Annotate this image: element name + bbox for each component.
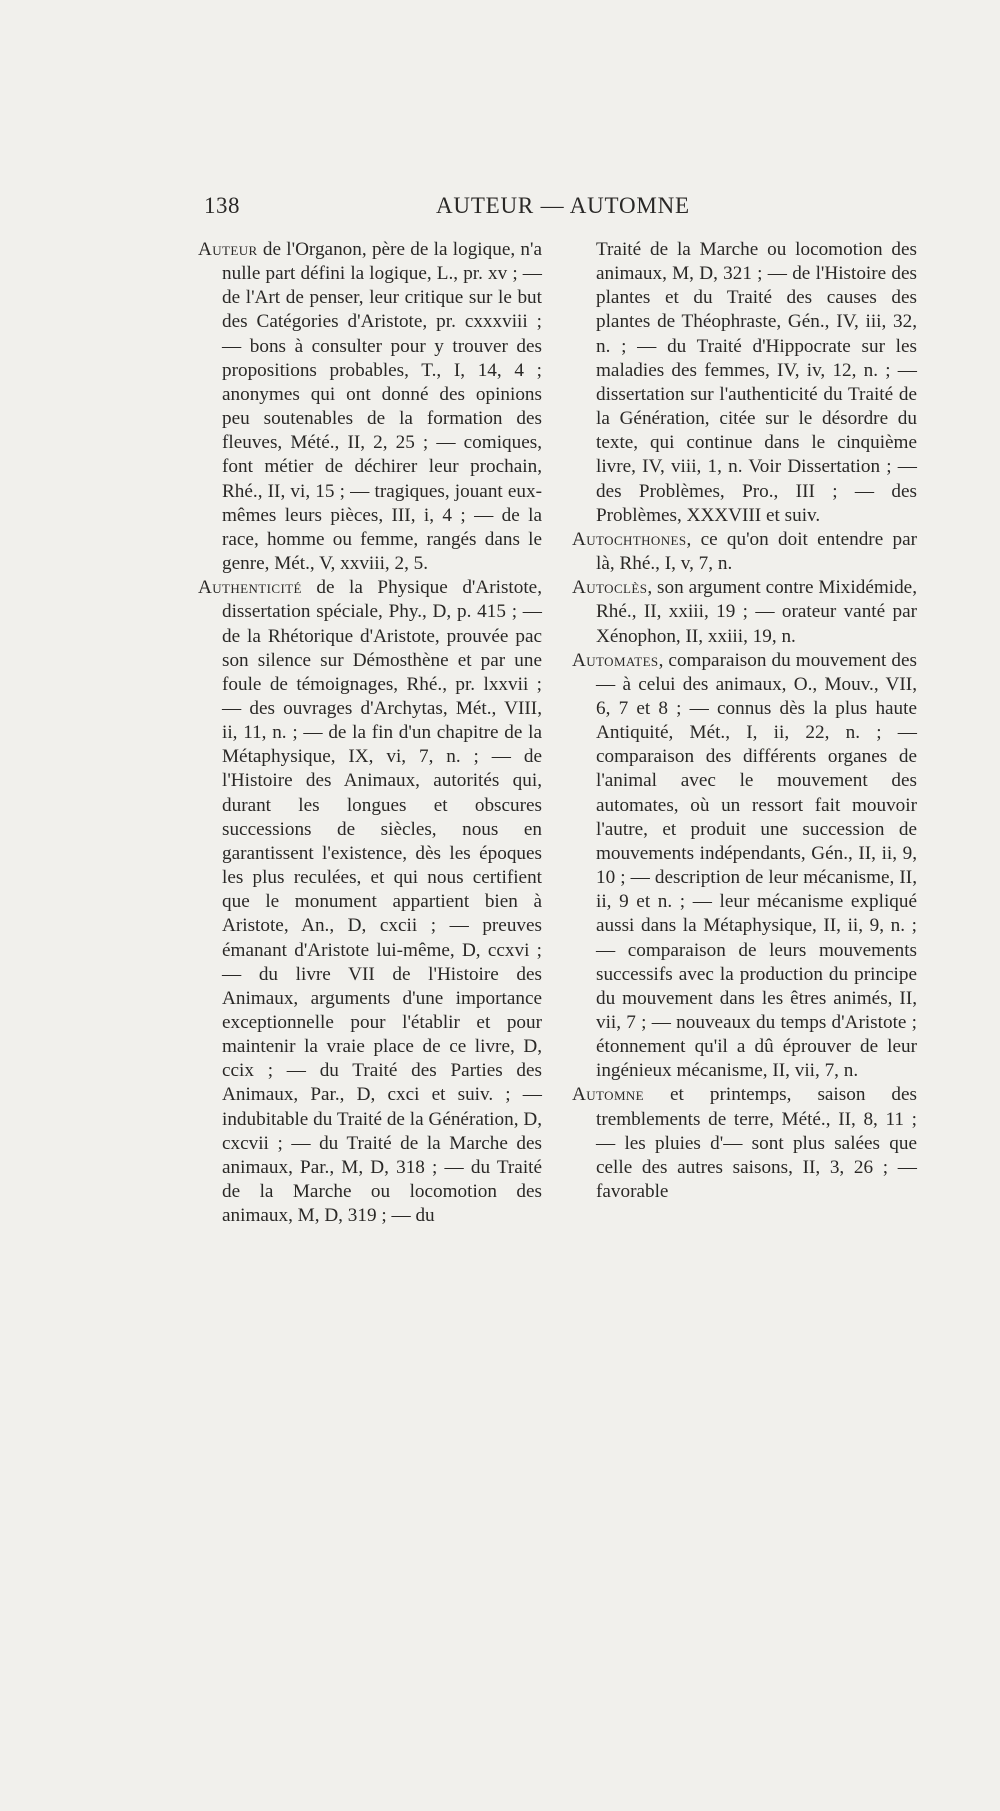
entry-text: de l'Organon, père de la logique, n'a nulle part défini la logique, L., pr. xv ; — de l'Art de penser, leur critique sur le but des Catégories d'Aristote, pr. cxxxviii ; — bons à consulter pour y trouver des propositions probables, T., I, 14, 4 ; anonymes qui ont donné des opinions peu soutenables de la formation des fleuves, Mété., II, 2, 25 ; — comiques, font métier de déchirer leur prochain, Rhé., II, vi, 15 ; — tragiques, jouant eux-mêmes leurs pièces, III, i, 4 ; — de la race, homme ou femme, rangés dans le genre, Mét., V, xxviii, 2, 5. [222, 239, 542, 575]
running-title: AUTEUR — AUTOMNE [436, 193, 690, 218]
entry-text: , comparaison du mouvement des — à celui des animaux, O., Mouv., VII, 6, 7 et 8 ; — connus dès la plus haute Antiquité, Mét., I, ii, 22, n. ; — comparaison des différents organes de l'animal avec le mouvement des automates, où un ressort fait mouvoir l'autre, et produit une succession de mouvements indépendants, Gén., II, ii, 9, 10 ; — description de leur mécanisme, II, ii, 9 et n. ; — leur mécanisme expliqué aussi dans la Métaphysique, II, ii, 9, n. ; — comparaison de leurs mouvements successifs avec la production du principe du mouvement dans les êtres animés, II, vii, 7 ; — nouveaux du temps d'Aristote ; étonnement qu'il a dû éprouver de leur ingénieux mécanisme, II, vii, 7, n. [596, 649, 917, 1082]
headword: Autoclès [572, 577, 648, 599]
entry-text: de la Physique d'Aristote, dissertation spéciale, Phy., D, p. 415 ; — de la Rhétorique d'Aristote, prouvée pac son silence sur Démosthène et par une foule de témoignages, Rhé., pr. lxxvii ; — des ouvrages d'Archytas, Mét., VIII, ii, 11, n. ; — de la fin d'un chapitre de la Métaphysique, IX, vi, 7, n. ; — de l'Histoire des Animaux, autorités qui, durant les longues et obscures successions de siècles, nous en garantissent l'existence, dès les époques les plus reculées, et qui nous certifient que le monument appartient bien à Aristote, An., D, cxcii ; — preuves émanant d'Aristote lui-même, D, ccxvi ; — du livre VII de l'Histoire des Animaux, arguments d'une importance exceptionnelle pour l'établir et pour maintenir la vraie place de ce livre, D, ccix ; — du Traité des Parties des Animaux, Par., D, cxci et suiv. ; — indubitable du Traité de la Génération, D, cxcvii ; — du Traité de la Marche des animaux, Par., M, D, 318 ; — du Traité de la Marche ou locomotion des animaux, M, D, 319 ; — du [222, 577, 542, 1227]
headword: Autochthones [572, 528, 687, 550]
page-number: 138 [204, 193, 240, 218]
index-entry-autocles [572, 576, 917, 648]
page-header [204, 193, 704, 227]
index-entry-auteur [198, 238, 542, 576]
headword: Automates [572, 649, 659, 671]
entry-text: , ce qu'on doit entendre par là, Rhé., I, v, 7, n. [596, 528, 917, 575]
entry-text: et printemps, saison des tremblements de terre, Mété., II, 8, 11 ; — les pluies d'— sont plus salées que celle des autres saisons, II, 3, 26 ; — favorable [596, 1084, 917, 1203]
entry-text: , son argument contre Mixidémide, Rhé., II, xxiii, 19 ; — orateur vanté par Xénophon, II, xxiii, 19, n. [596, 577, 917, 647]
headword: Auteur [198, 239, 258, 260]
headword: Authenticité [198, 577, 302, 599]
left-column [198, 238, 542, 1228]
headword: Automne [572, 1084, 645, 1106]
index-entry-automates [572, 649, 917, 1084]
index-entry-authenticite [198, 576, 542, 1228]
index-entry-autochthones [572, 528, 917, 576]
entry-continuation: Traité de la Marche ou locomotion des animaux, M, D, 321 ; — de l'Histoire des plantes et du Traité des causes des plantes de Théophraste, Gén., IV, iii, 32, n. ; — du Traité d'Hippocrate sur les maladies des femmes, IV, iv, 12, n. ; — dissertation sur l'authenticité du Traité de la Génération, citée sur le désordre du texte, qui continue dans le cinquième livre, IV, viii, 1, n. Voir Dissertation ; — des Problèmes, Pro., III ; — des Problèmes, XXXVIII et suiv. [596, 239, 917, 526]
right-column [572, 238, 917, 1204]
index-entry-automne [572, 1083, 917, 1204]
